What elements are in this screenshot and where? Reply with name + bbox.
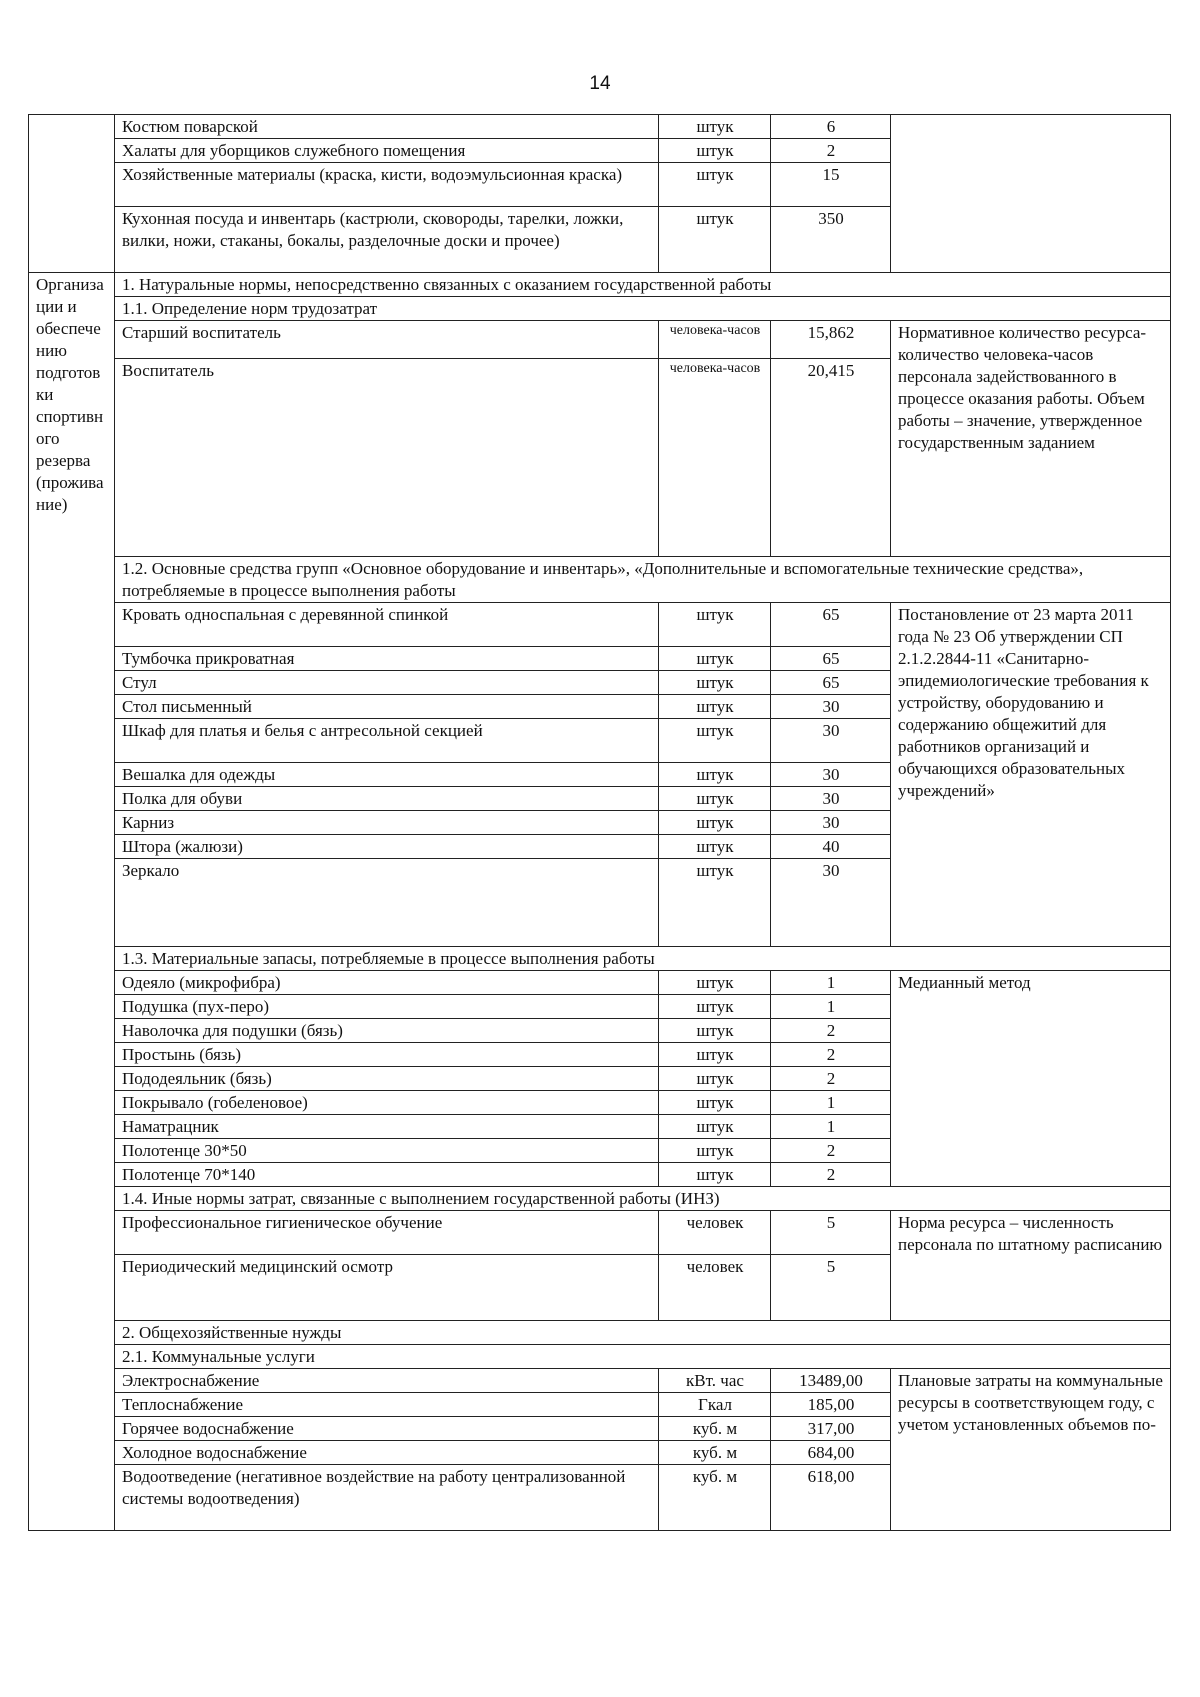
item-unit: штук [659,115,771,139]
item-name: Полотенце 70*140 [115,1163,659,1187]
item-qty: 618,00 [771,1465,891,1531]
item-unit: штук [659,835,771,859]
item-qty: 65 [771,647,891,671]
item-unit: штук [659,647,771,671]
item-qty: 30 [771,719,891,763]
item-qty: 15,862 [771,321,891,359]
section-2-1-title: 2.1. Коммунальные услуги [115,1345,1171,1369]
item-qty: 5 [771,1211,891,1255]
section-heading-row [29,1187,1171,1211]
item-name: Покрывало (гобеленовое) [115,1091,659,1115]
item-unit: штук [659,603,771,647]
item-unit: штук [659,1115,771,1139]
item-qty: 2 [771,139,891,163]
item-unit: штук [659,1019,771,1043]
item-qty: 684,00 [771,1441,891,1465]
item-qty: 6 [771,115,891,139]
item-qty: 65 [771,603,891,647]
item-qty: 30 [771,859,891,947]
section-heading-row [29,947,1171,971]
table-row [29,603,1171,647]
section-heading-row [29,273,1171,297]
item-unit: куб. м [659,1417,771,1441]
item-qty: 30 [771,763,891,787]
table-row [29,971,1171,995]
item-name: Полотенце 30*50 [115,1139,659,1163]
item-qty: 65 [771,671,891,695]
item-unit: штук [659,787,771,811]
section-heading-row [29,557,1171,603]
item-name: Стул [115,671,659,695]
item-qty: 30 [771,695,891,719]
item-qty: 30 [771,811,891,835]
item-name: Кровать односпальная с деревянной спинкой [115,603,659,647]
item-qty: 2 [771,1019,891,1043]
item-unit: штук [659,1139,771,1163]
item-name: Холодное водоснабжение [115,1441,659,1465]
item-unit: штук [659,1163,771,1187]
section-2-1-note: Плановые затраты на коммунальные ресурсы в соответствующем году, с учетом установленных объемов по- [891,1369,1171,1531]
item-name: Хозяйственные материалы (краска, кисти, водоэмульсионная краска) [115,163,659,207]
section-1-1-title: 1.1. Определение норм трудозатрат [115,297,1171,321]
item-unit: человек [659,1211,771,1255]
item-name: Пододеяльник (бязь) [115,1067,659,1091]
item-name: Горячее водоснабжение [115,1417,659,1441]
section-heading-row [29,1321,1171,1345]
item-name: Одеяло (микрофибра) [115,971,659,995]
item-name: Водоотведение (негативное воздействие на работу централизованной системы водоотведения) [115,1465,659,1531]
item-name: Шкаф для платья и белья с антресольной секцией [115,719,659,763]
section-1-4-title: 1.4. Иные нормы затрат, связанные с выполнением государственной работы (ИНЗ) [115,1187,1171,1211]
item-qty: 2 [771,1163,891,1187]
item-name: Наматрацник [115,1115,659,1139]
item-name: Тумбочка прикроватная [115,647,659,671]
item-name: Электроснабжение [115,1369,659,1393]
section-1-3-title: 1.3. Материальные запасы, потребляемые в процессе выполнения работы [115,947,1171,971]
item-name: Халаты для уборщиков служебного помещения [115,139,659,163]
item-name: Костюм поварской [115,115,659,139]
item-name: Карниз [115,811,659,835]
section-1-2-note: Постановление от 23 марта 2011 года № 23 Об утверждении СП 2.1.2.2844-11 «Санитарно-эпидемиологические требования к устройству, оборудованию и содержанию общежитий для работников организаций и обучающихся образовательных учреждений» [891,603,1171,947]
item-qty: 317,00 [771,1417,891,1441]
item-qty: 2 [771,1043,891,1067]
item-unit: куб. м [659,1441,771,1465]
section-1-4-note: Норма ресурса – численность персонала по штатному расписанию [891,1211,1171,1321]
item-name: Наволочка для подушки (бязь) [115,1019,659,1043]
section-heading-row [29,297,1171,321]
table-row [29,1211,1171,1255]
item-unit: штук [659,719,771,763]
item-unit: штук [659,763,771,787]
section-2-title: 2. Общехозяйственные нужды [115,1321,1171,1345]
item-qty: 1 [771,1091,891,1115]
section-1-1-note: Нормативное количество ресурса-количество человека-часов персонала задействованного в процессе оказания работы. Объем работы – значение, утвержденное государственным заданием [891,321,1171,557]
item-unit: штук [659,995,771,1019]
item-qty: 1 [771,971,891,995]
item-unit: кВт. час [659,1369,771,1393]
item-name: Вешалка для одежды [115,763,659,787]
item-qty: 2 [771,1139,891,1163]
item-name: Старший воспитатель [115,321,659,359]
item-unit: штук [659,695,771,719]
item-name: Воспитатель [115,359,659,557]
table-row [29,115,1171,139]
item-qty: 20,415 [771,359,891,557]
item-unit: штук [659,207,771,273]
norms-table [28,114,1171,1531]
item-name: Простынь (бязь) [115,1043,659,1067]
section-1-2-title: 1.2. Основные средства групп «Основное оборудование и инвентарь», «Дополнительные и вспомогательные технические средства», потребляемые в процессе выполнения работы [115,557,1171,603]
item-qty: 15 [771,163,891,207]
service-name-cell [29,273,115,1531]
item-unit: Гкал [659,1393,771,1417]
item-name: Стол письменный [115,695,659,719]
item-unit: штук [659,1043,771,1067]
item-qty: 13489,00 [771,1369,891,1393]
page-number: 14 [589,73,611,94]
item-name: Кухонная посуда и инвентарь (кастрюли, сковороды, тарелки, ложки, вилки, ножи, стаканы, бокалы, разделочные доски и прочее) [115,207,659,273]
item-qty: 5 [771,1255,891,1321]
item-name: Штора (жалюзи) [115,835,659,859]
item-unit: штук [659,859,771,947]
item-unit: штук [659,163,771,207]
item-qty: 30 [771,787,891,811]
section-heading-row [29,1345,1171,1369]
item-unit: штук [659,671,771,695]
section-1-title: 1. Натуральные нормы, непосредственно связанных с оказанием государственной работы [115,273,1171,297]
item-unit: человека-часов [659,359,771,557]
item-unit: штук [659,1067,771,1091]
item-name: Зеркало [115,859,659,947]
item-qty: 1 [771,1115,891,1139]
item-unit: штук [659,139,771,163]
item-unit: штук [659,1091,771,1115]
empty-note [891,115,1171,273]
item-qty: 185,00 [771,1393,891,1417]
section-1-3-note: Медианный метод [891,971,1171,1187]
item-name: Подушка (пух-перо) [115,995,659,1019]
item-unit: человек [659,1255,771,1321]
item-name: Полка для обуви [115,787,659,811]
item-unit: штук [659,971,771,995]
item-unit: человека-часов [659,321,771,359]
item-name: Теплоснабжение [115,1393,659,1417]
table-row [29,321,1171,359]
item-qty: 350 [771,207,891,273]
item-qty: 1 [771,995,891,1019]
item-name: Профессиональное гигиеническое обучение [115,1211,659,1255]
service-name: Организации и обеспечению подготовки спортивного резерва (проживание) [36,275,104,514]
item-name: Периодический медицинский осмотр [115,1255,659,1321]
table-row [29,1369,1171,1393]
item-unit: куб. м [659,1465,771,1531]
empty-cell [29,115,115,273]
item-qty: 2 [771,1067,891,1091]
item-unit: штук [659,811,771,835]
item-qty: 40 [771,835,891,859]
